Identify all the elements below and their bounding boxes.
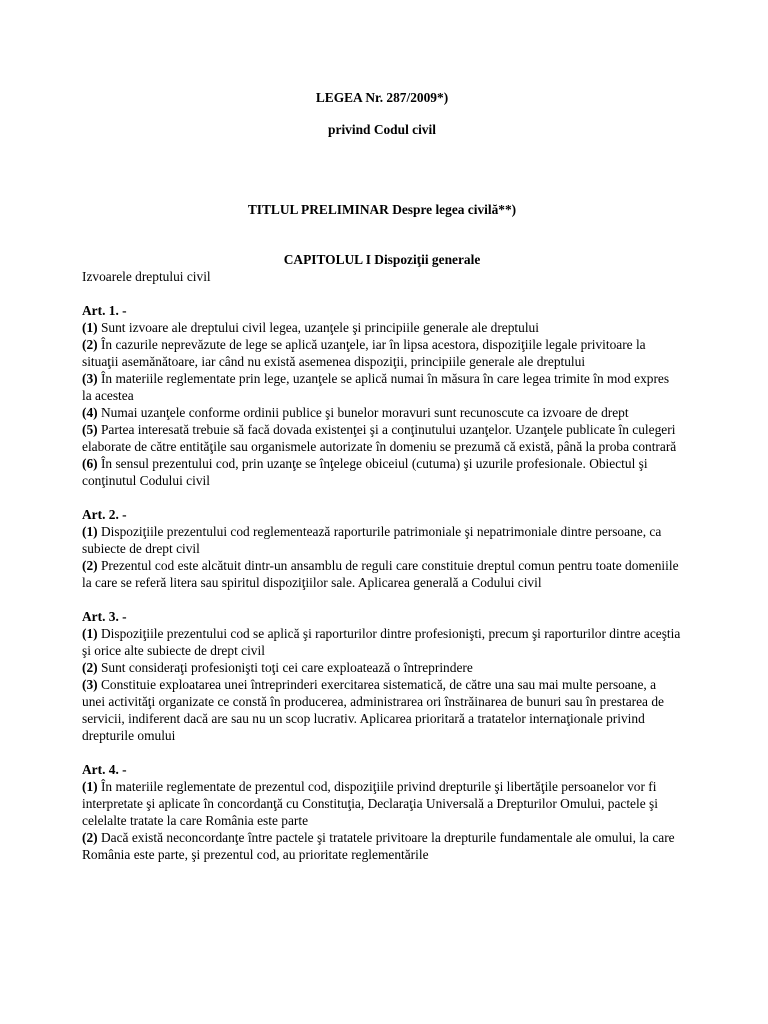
chapter-heading: CAPITOLUL I Dispoziţii generale xyxy=(283,252,481,267)
paragraph-number: (2) xyxy=(82,558,98,573)
paragraph-text: În materiile reglementate prin lege, uzanţele se aplică numai în măsura în care legea trimite în mod expres la acestea xyxy=(82,371,670,403)
document-body xyxy=(82,268,682,863)
paragraph-text: Constituie exploatarea unei întreprinderi exercitarea sistematică, de către una sau mai multe persoane, a unei activităţi organizate ce constă în producerea, administrarea ori înstrăinarea de bunuri sau în prestarea de servicii, indiferent dacă are sau nu un scop lucrativ. Aplicarea prioritară a tratatelor internaţionale privind drepturile omului xyxy=(82,677,664,743)
paragraph-text: În sensul prezentului cod, prin uzanţe se înţelege obiceiul (cutuma) şi uzurile profesionale. Obiectul şi conţinutul Codului civil xyxy=(82,456,648,488)
article-block xyxy=(82,608,682,744)
paragraph-number: (2) xyxy=(82,830,98,845)
paragraph-text: Dispoziţiile prezentului cod reglementează raporturile patrimoniale şi nepatrimoniale dintre persoane, ca subiecte de drept civil xyxy=(82,524,662,556)
article-paragraph xyxy=(82,319,682,336)
paragraph-number: (4) xyxy=(82,405,98,420)
article-heading: Art. 4. - xyxy=(82,762,127,777)
paragraph-number: (1) xyxy=(82,626,98,641)
paragraph-number: (6) xyxy=(82,456,98,471)
paragraph-number: (1) xyxy=(82,779,98,794)
article-heading: Art. 2. - xyxy=(82,507,127,522)
spacer xyxy=(82,591,682,608)
paragraph-text: Numai uzanţele conforme ordinii publice şi bunelor moravuri sunt recunoscute ca izvoare de drept xyxy=(97,405,629,420)
article-paragraph xyxy=(82,523,682,557)
paragraph-text: În materiile reglementate de prezentul cod, dispoziţiile privind drepturile şi libertăţile persoanelor vor fi interpretate şi aplicate în concordanţă cu Constituţia, Declaraţia Universală a Drepturilor Omului, pactele şi celelalte tratate la care România este parte xyxy=(82,779,658,828)
paragraph-text: Prezentul cod este alcătuit dintr-un ansamblu de reguli care constituie dreptul comun pentru toate domeniile la care se referă litera sau spiritul dispoziţiilor sale. Aplicarea generală a Codului civil xyxy=(82,558,679,590)
article-paragraph xyxy=(82,557,682,591)
spacer xyxy=(82,489,682,506)
paragraph-text: Dacă există neconcordanţe între pactele şi tratatele privitoare la drepturile fundamentale ale omului, la care România este parte, şi prezentul cod, au prioritate reglementările xyxy=(82,830,675,862)
paragraph-number: (5) xyxy=(82,422,98,437)
spacer xyxy=(82,285,682,302)
paragraph-text: Sunt izvoare ale dreptului civil legea, uzanţele şi principiile generale ale dreptului xyxy=(97,320,539,335)
paragraph-text: În cazurile neprevăzute de lege se aplică uzanţele, iar în lipsa acestora, dispoziţiile legale privitoare la situaţii asemănătoare, iar când nu există asemenea dispoziţii, principiile generale ale dreptului xyxy=(82,337,646,369)
paragraph-number: (1) xyxy=(82,524,98,539)
article-heading: Art. 3. - xyxy=(82,609,127,624)
paragraph-text: Partea interesată trebuie să facă dovada existenţei şi a conţinutului uzanţelor. Uzanţele publicate în culegeri elaborate de către entităţile sau organismele autorizate în domeniu se prezumă că există, până la proba contrară xyxy=(82,422,677,454)
article-block xyxy=(82,761,682,863)
paragraph-number: (2) xyxy=(82,660,98,675)
article-paragraph xyxy=(82,778,682,829)
article-paragraph xyxy=(82,829,682,863)
paragraph-number: (1) xyxy=(82,320,98,335)
paragraph-number: (2) xyxy=(82,337,98,352)
article-paragraph xyxy=(82,421,682,455)
article-block xyxy=(82,302,682,489)
article-paragraph xyxy=(82,336,682,370)
title-heading: TITLUL PRELIMINAR Despre legea civilă**) xyxy=(247,202,517,217)
paragraph-number: (3) xyxy=(82,677,98,692)
article-paragraph xyxy=(82,625,682,659)
article-block xyxy=(82,506,682,591)
paragraph-text: Sunt consideraţi profesionişti toţi cei care exploatează o întreprindere xyxy=(97,660,473,675)
article-paragraph xyxy=(82,370,682,404)
article-paragraph xyxy=(82,455,682,489)
article-paragraph xyxy=(82,659,682,676)
law-subtitle: privind Codul civil xyxy=(328,122,436,137)
law-title: LEGEA Nr. 287/2009*) xyxy=(315,90,449,105)
article-heading: Art. 1. - xyxy=(82,303,127,318)
paragraph-text: Dispoziţiile prezentului cod se aplică şi raporturilor dintre profesionişti, precum şi raporturilor dintre aceştia şi orice alte subiecte de drept civil xyxy=(82,626,681,658)
spacer xyxy=(82,744,682,761)
section-label: Izvoarele dreptului civil xyxy=(82,269,211,284)
article-paragraph xyxy=(82,404,682,421)
paragraph-number: (3) xyxy=(82,371,98,386)
article-paragraph xyxy=(82,676,682,744)
